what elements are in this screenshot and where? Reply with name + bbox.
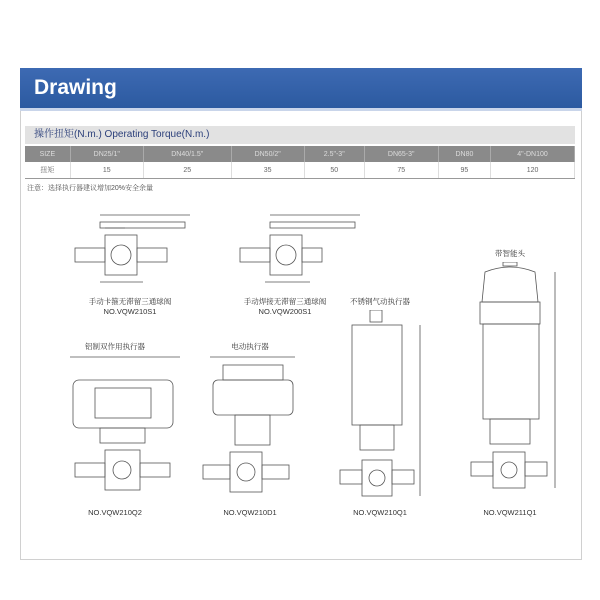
cell: 15 [70, 162, 143, 179]
col-header: DN25/1" [70, 146, 143, 162]
cell: 25 [143, 162, 231, 179]
drawing-code: NO.VQW210D1 [223, 508, 277, 517]
col-header: 2.5"-3" [304, 146, 364, 162]
manual-welded-valve-drawing [225, 200, 365, 290]
drawing-name: 带智能头 [495, 249, 525, 258]
drawing-name: 电动执行器 [231, 342, 269, 351]
drawing-code: NO.VQW210Q1 [353, 508, 407, 517]
table-row [25, 162, 575, 179]
cell: 50 [304, 162, 364, 179]
col-header: DN50/2" [231, 146, 304, 162]
cell: 扭矩 [25, 162, 70, 179]
cell: 75 [364, 162, 438, 179]
header-bar [20, 68, 582, 111]
drawing-name: 手动焊接无滞留三通球阀 [243, 297, 327, 306]
table-header-row [25, 146, 575, 162]
col-header: DN80 [438, 146, 490, 162]
drawing-code: NO.VQW210S1 [103, 307, 157, 316]
drawing-name: 铝制双作用执行器 [85, 342, 145, 351]
drawing-code: NO.VQW210Q2 [88, 508, 142, 517]
drawing-name: 不锈钢气动执行器 [350, 297, 410, 306]
manual-clamp-valve-drawing [55, 200, 195, 290]
col-header: DN65-3" [364, 146, 438, 162]
cell: 95 [438, 162, 490, 179]
electric-actuator-valve-drawing [195, 355, 315, 505]
aluminium-actuator-valve-drawing [55, 355, 195, 505]
note-text: 注意：选择执行器建议增加20%安全余量 [27, 185, 154, 192]
cell: 120 [491, 162, 575, 179]
smart-head-valve-drawing [455, 262, 570, 512]
torque-table [25, 146, 575, 179]
col-header: DN40/1.5" [143, 146, 231, 162]
col-header: 4"-DN100 [491, 146, 575, 162]
stainless-pneumatic-valve-drawing [330, 310, 440, 510]
cell: 35 [231, 162, 304, 179]
col-header: SIZE [25, 146, 70, 162]
torque-table-title: 操作扭矩(N.m.) Operating Torque(N.m.) [25, 126, 575, 144]
drawing-code: NO.VQW211Q1 [483, 508, 537, 517]
drawing-name: 手动卡箍无滞留三通球阀 [88, 297, 172, 306]
drawing-code: NO.VQW200S1 [258, 307, 312, 316]
page-title: Drawing [34, 76, 117, 99]
